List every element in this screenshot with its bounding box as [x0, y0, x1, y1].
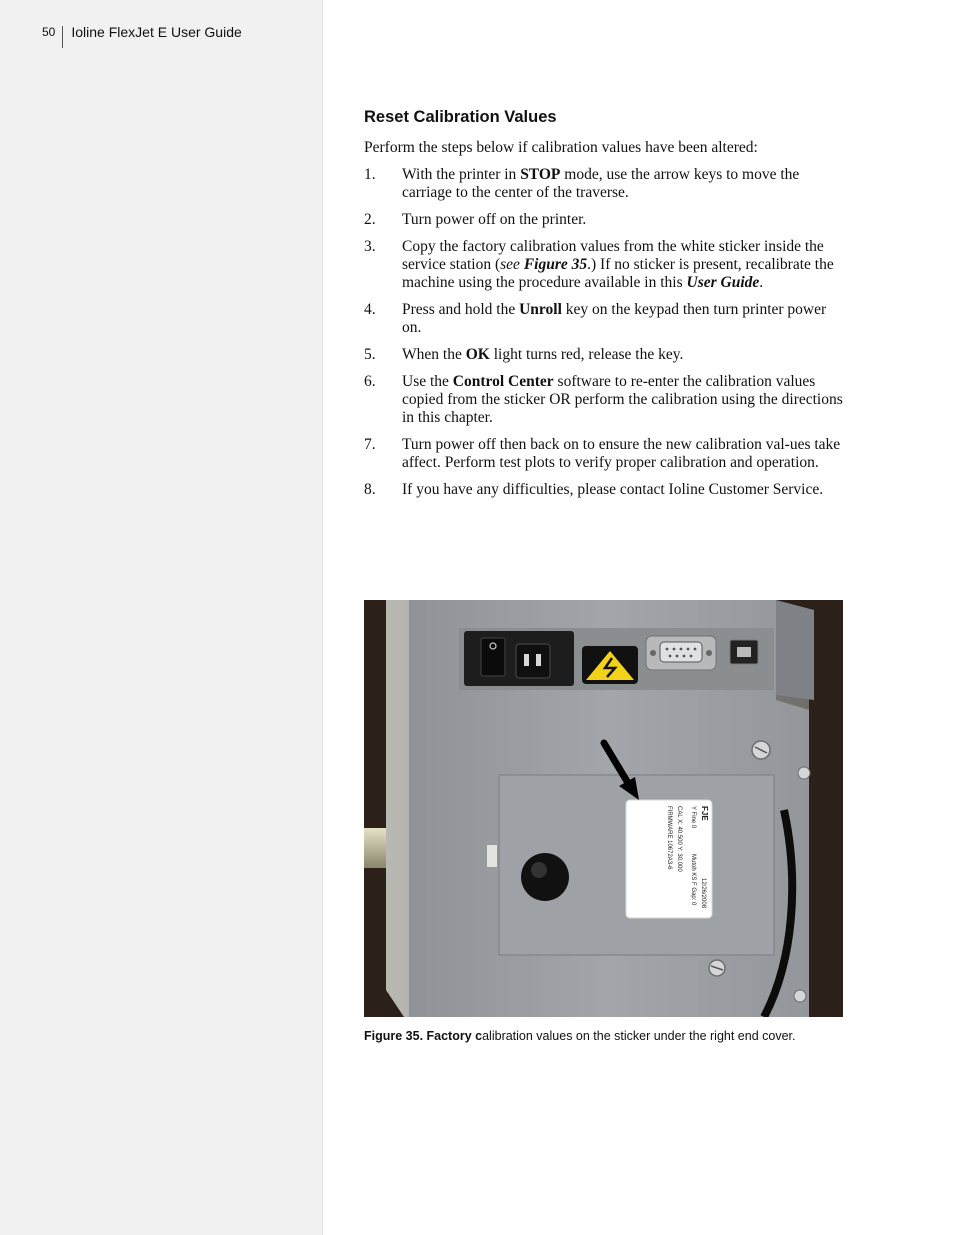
calibration-sticker: [626, 800, 712, 918]
step-number: 8.: [364, 481, 376, 498]
step-text: If you have any difficulties, please contact Ioline Customer Service.: [402, 481, 824, 498]
step-text: OK: [465, 346, 490, 363]
intro-paragraph: Perform the steps below if calibration values have been altered:: [364, 139, 758, 156]
top-bevel: [776, 600, 814, 700]
sticker-model: FJE: [700, 806, 709, 821]
figure-caption: [364, 1029, 844, 1043]
step-number: 6.: [364, 373, 376, 390]
step-text: Figure 35: [523, 256, 588, 273]
power-socket: [516, 644, 550, 678]
step-text: Turn power off on the printer.: [402, 211, 587, 228]
step-text: When the: [402, 346, 466, 363]
step-text: software to re-enter the calibration values copied from the sticker OR perform the calibration using the directions in this chapter.: [402, 373, 843, 426]
step-text: Turn power off then back on to ensure the new calibration val-ues take affect. Perform test plots to verify proper calibration and operation.: [402, 436, 841, 471]
caption-text: alibration values on the sticker under the right end cover.: [482, 1029, 796, 1043]
socket-pin: [524, 654, 529, 666]
step-item: [364, 301, 844, 337]
main-content: [364, 108, 844, 508]
step-number: 5.: [364, 346, 376, 363]
step-text: STOP: [520, 166, 561, 183]
sticker-date: 12/26/2008: [700, 878, 706, 909]
running-header: [42, 24, 242, 48]
knob: [521, 853, 569, 901]
step-text: Use the: [402, 373, 453, 390]
socket-pin: [536, 654, 541, 666]
usb-port-face: [737, 647, 751, 657]
power-switch: [481, 638, 505, 676]
serial-port-face: [660, 642, 702, 662]
step-text: see: [500, 256, 524, 273]
printer-end-cover-illustration: [364, 600, 843, 1017]
step-text: .: [759, 274, 764, 291]
step-text: Press and hold the: [402, 301, 520, 318]
step-item: [364, 238, 844, 292]
header-divider: [62, 26, 63, 48]
step-text: Control Center: [452, 373, 554, 390]
sticker-line: Mutoh KS F Gap: 0: [690, 854, 696, 906]
step-item: [364, 373, 844, 427]
side-screw: [798, 767, 810, 779]
step-number: 7.: [364, 436, 376, 453]
port-screw: [706, 650, 712, 656]
page-number: 50: [42, 25, 56, 39]
step-item: [364, 346, 844, 364]
figure-35-photo: [364, 600, 843, 1017]
step-text: User Guide: [686, 274, 760, 291]
sticker-line: FIRMWARE 10672A3-6: [666, 806, 672, 870]
step-text: mode, use the arrow keys to move the carriage to the center of the traverse.: [402, 166, 800, 201]
step-number: 4.: [364, 301, 376, 318]
step-item: [364, 481, 844, 499]
left-margin-column: [0, 0, 323, 1235]
door-clip: [487, 845, 497, 867]
step-number: 2.: [364, 211, 376, 228]
step-item: [364, 211, 844, 229]
step-text: key on the keypad then turn printer power on.: [402, 301, 827, 336]
step-item: [364, 436, 844, 472]
sticker-line: CAL X: 40.500 Y: 30.000: [676, 806, 682, 872]
side-screw: [794, 990, 806, 1002]
port-screw: [650, 650, 656, 656]
sticker-line: Y Fine 0: [690, 806, 696, 829]
caption-label: Figure 35. Factory c: [364, 1029, 483, 1043]
step-text: .) If no sticker is present, recalibrate the machine using the procedure available in this: [402, 256, 834, 291]
section-title: Reset Calibration Values: [364, 108, 557, 126]
step-number: 1.: [364, 166, 376, 183]
step-number: 3.: [364, 238, 376, 255]
step-text: Unroll: [519, 301, 562, 318]
running-title: Ioline FlexJet E User Guide: [71, 24, 242, 40]
step-text: With the printer in: [402, 166, 521, 183]
step-item: [364, 166, 844, 202]
step-text: Copy the factory calibration values from the white sticker inside the service station (: [402, 238, 824, 273]
step-text: light turns red, release the key.: [489, 346, 684, 363]
steps-list: [364, 166, 844, 499]
